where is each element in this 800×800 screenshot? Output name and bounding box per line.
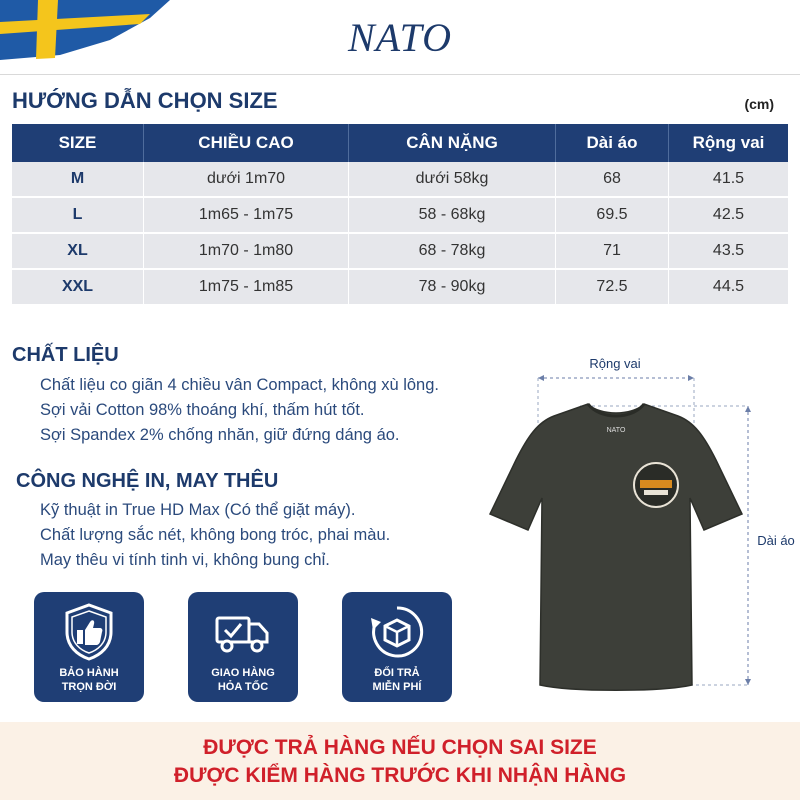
warranty-badge [34,592,144,702]
table-row [12,198,788,234]
material-line: Chất liệu co giãn 4 chiều vân Compact, không xù lông. [40,376,439,394]
shoulder-cell: 43.5 [669,234,788,270]
height-cell: 1m65 - 1m75 [144,198,349,234]
length-cell: 69.5 [556,198,669,234]
footer-line1: ĐƯỢC TRẢ HÀNG NẾU CHỌN SAI SIZE [203,736,597,759]
header-height: CHIỀU CAO [144,124,349,162]
length-cell: 72.5 [556,270,669,306]
table-row [12,270,788,306]
warranty-badge-line1: BẢO HÀNH [59,667,119,679]
shoulder-width-label: Rộng vai [589,356,641,371]
height-cell: 1m70 - 1m80 [144,234,349,270]
weight-cell: 58 - 68kg [349,198,556,234]
shield-thumbs-up-icon [61,602,117,662]
tech-line: May thêu vi tính tinh vi, không bung chỉ. [40,551,330,569]
header-length: Dài áo [556,124,669,162]
size-table-header [12,124,788,162]
weight-cell: 68 - 78kg [349,234,556,270]
tshirt-body [490,404,742,690]
delivery-badge-line2: HỎA TỐC [217,681,269,693]
header-size: SIZE [12,124,144,162]
brand-logo: NATO [347,15,453,60]
footer-banner [0,722,800,800]
tech-line: Kỹ thuật in True HD Max (Có thể giặt máy). [40,501,356,519]
table-row [12,162,788,198]
material-line: Sợi Spandex 2% chống nhăn, giữ đứng dáng áo. [40,426,400,444]
header-weight: CÂN NẶNG [349,124,556,162]
return-badge [342,592,452,702]
shoulder-cell: 44.5 [669,270,788,306]
material-line: Sợi vải Cotton 98% thoáng khí, thấm hút tốt. [40,401,365,419]
size-cell: XXL [12,270,144,306]
shoulder-cell: 42.5 [669,198,788,234]
footer-line2: ĐƯỢC KIỂM HÀNG TRƯỚC KHI NHẬN HÀNG [173,764,627,787]
table-row [12,234,788,270]
size-table [12,124,788,306]
top-divider [0,74,800,75]
size-guide-title: HƯỚNG DẪN CHỌN SIZE [12,88,278,113]
delivery-badge-line1: GIAO HÀNG [211,667,275,679]
material-list [40,373,439,448]
return-box-icon [367,602,427,662]
return-badge-line2: MIỄN PHÍ [372,681,422,693]
neck-label: NATO [606,427,626,434]
tshirt-illustration [480,340,800,700]
tech-list [40,498,390,573]
height-cell: dưới 1m70 [144,162,349,198]
material-title: CHẤT LIỆU [12,344,119,366]
length-cell: 71 [556,234,669,270]
tech-title: CÔNG NGHỆ IN, MAY THÊU [16,470,279,492]
tshirt-diagram [480,340,800,700]
warranty-badge-line2: TRỌN ĐỜI [61,681,117,693]
unit-label: (cm) [744,96,774,112]
delivery-badge [188,592,298,702]
return-badge-line1: ĐỔI TRẢ [374,667,420,679]
shoulder-cell: 41.5 [669,162,788,198]
delivery-truck-icon [213,602,273,662]
height-cell: 1m75 - 1m85 [144,270,349,306]
length-cell: 68 [556,162,669,198]
length-label: Dài áo [757,533,795,548]
size-cell: XL [12,234,144,270]
weight-cell: dưới 58kg [349,162,556,198]
tech-line: Chất lượng sắc nét, không bong tróc, phai màu. [40,526,391,544]
header-shoulder: Rộng vai [669,124,788,162]
size-cell: M [12,162,144,198]
weight-cell: 78 - 90kg [349,270,556,306]
size-cell: L [12,198,144,234]
